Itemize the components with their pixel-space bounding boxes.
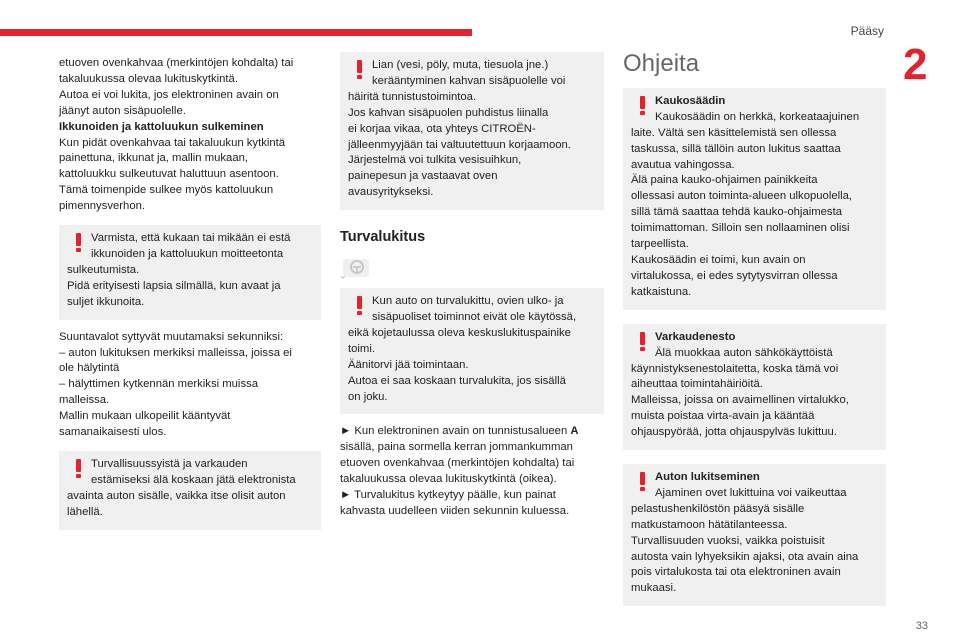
warning-title: Kaukosäädin (655, 94, 726, 107)
warning-line: pois virtalukosta tai ota elektroninen avain (631, 566, 841, 579)
warning-line: Äänitorvi jää toimintaan. (348, 358, 469, 371)
instruction-text: ► Kun elektroninen avain on tunnistusalueen (340, 425, 571, 438)
section-title: Pääsy (850, 24, 884, 38)
text-line: kahvasta uudelleen viiden sekunnin kuluessa. (340, 504, 570, 517)
exclamation-icon (357, 60, 362, 78)
warning-line: Jos kahvan sisäpuolen puhdistus liinalla (348, 106, 549, 119)
text-line: painettuna, ikkunat ja, mallin mukaan, (59, 152, 249, 165)
text-line: malleissa. (59, 394, 110, 407)
warning-line: Kaukosäädin on herkkä, korkeataajuinen (655, 110, 860, 123)
warning-line: katkaistuna. (631, 285, 692, 298)
warning-line: toimimattoman. Silloin sen nollaaminen olisi (631, 222, 850, 235)
text-line: etuoven ovenkahvaa (merkintöjen kohdalta) tai (340, 457, 575, 470)
warning-line: lähellä. (67, 505, 103, 518)
warning-line: avautua vahingossa. (631, 158, 735, 171)
warning-box (340, 288, 604, 414)
warning-line: toimi. (348, 342, 375, 355)
warning-line: laite. Vältä sen käsittelemistä sen ollessa (631, 126, 837, 139)
zone-label: A (570, 425, 579, 438)
warning-line: Kaukosäädin ei toimi, kun avain on (631, 253, 806, 266)
warning-line: sillä tämä saattaa tehdä kauko-ohjaimesta (631, 206, 842, 219)
warning-line: estämiseksi älä koskaan jätä elektronista (91, 473, 296, 486)
column-3 (623, 52, 886, 616)
text-line: kattoluukku sulkeutuvat haluttuun asentoon. (59, 168, 279, 181)
text-line: etuoven ovenkahvaa (merkintöjen kohdalta) tai (59, 57, 294, 69)
warning-line: avainta auton sisälle, vaikka itse olisit auton (67, 489, 286, 502)
exclamation-icon (76, 459, 81, 477)
text-line: jäänyt auton sisäpuolelle. (59, 104, 186, 117)
text-line: Kun pidät ovenkahvaa tai takaluukun kytkintä (59, 136, 286, 149)
column-2 (340, 52, 604, 520)
warning-line: Turvallisuuden vuoksi, vaikka poistuisit (631, 534, 825, 547)
warning-title: Varkaudenesto (655, 330, 736, 343)
warning-title: Auton lukitseminen (655, 471, 760, 484)
warning-line: Järjestelmä voi tulkita vesisuihkun, (348, 154, 522, 167)
text-line: samanaikaisesti ulos. (59, 426, 167, 439)
section-heading: Turvalukitus (340, 229, 426, 246)
text-line: ► Turvalukitus kytkeytyy päälle, kun painat (340, 489, 556, 502)
column-1 (59, 56, 321, 540)
warning-line: häiritä tunnistustoimintoa. (348, 90, 477, 103)
warning-line: Turvallisuussyistä ja varkauden (91, 457, 248, 470)
warning-line: pelastushenkilöstön pääsyä sisälle (631, 502, 805, 515)
warning-line: matkustamoon hätätilanteessa. (631, 518, 788, 531)
warning-box (340, 52, 604, 210)
warning-line: sulkeutumista. (67, 263, 140, 276)
warning-line: avausyritykseksi. (348, 186, 434, 199)
warning-line: Pidä erityisesti lapsia silmällä, kun avaat ja (67, 279, 281, 292)
warning-line: Älä muokkaa auton sähkökäyttöistä (655, 346, 833, 359)
exclamation-icon (640, 96, 645, 114)
warning-line: Lian (vesi, pöly, muta, tiesuola jne.) (372, 59, 549, 71)
text-line: – auton lukituksen merkiksi malleissa, joissa ei (59, 346, 292, 359)
warning-line: Kun auto on turvalukittu, ovien ulko- ja (372, 295, 564, 308)
warning-line: Ajaminen ovet lukittuina voi vaikeuttaa (655, 486, 847, 499)
warning-line: käynnistyksenestolaitetta, koska tämä voi (631, 362, 839, 375)
text-line: – hälyttimen kytkennän merkiksi muissa (59, 378, 259, 391)
warning-line: ikkunoiden ja kattoluukun moitteetonta (91, 247, 284, 260)
warning-box (623, 88, 886, 310)
warning-line: tarpeellista. (631, 238, 689, 251)
warning-line: eikä kojetaulussa oleva keskuslukituspainike (348, 326, 571, 339)
text-line: Tämä toimenpide sulkee myös kattoluukun (59, 184, 274, 197)
exclamation-icon (640, 472, 645, 490)
instruction-line (340, 424, 604, 440)
text-line: takaluukussa olevaa lukituskytkintä (oikea). (340, 473, 557, 486)
warning-line: jälleenmyyjään tai valtuutettuun korjaamoon. (348, 138, 571, 151)
warning-box (59, 225, 321, 320)
warning-line: sisäpuoliset toiminnot eivät ole käytössä, (372, 310, 577, 323)
text-line: Autoa ei voi lukita, jos elektroninen avain on (59, 88, 279, 101)
warning-line: virtalukossa, ei edes sytytysvirran ollessa (631, 269, 838, 282)
text-line: pimennysverhon. (59, 200, 146, 213)
exclamation-icon (76, 233, 81, 251)
warning-line: Älä paina kauko-ohjaimen painikkeita (631, 174, 818, 187)
warning-box (59, 451, 321, 530)
top-accent-bar (0, 29, 472, 36)
text-line: Suuntavalot syttyvät muutamaksi sekunniksi: (59, 330, 284, 343)
warning-line: Autoa ei saa koskaan turvalukita, jos sisällä (348, 374, 566, 387)
warning-line: Malleissa, joissa on avaimellinen virtalukko, (631, 394, 849, 407)
warning-box (623, 464, 886, 606)
warning-line: mukaasi. (631, 582, 677, 595)
deadlock-icon (340, 256, 370, 280)
warning-line: autosta vain lyhyeksikin ajaksi, ota avain aina (631, 550, 859, 563)
warning-line: muista poistaa virta-avain ja kääntää (631, 410, 815, 423)
warning-line: suljet ikkunoita. (67, 295, 145, 308)
warning-box (623, 324, 886, 450)
warning-line: aiheuttaa toimintahäiriöitä. (631, 378, 763, 391)
warning-line: ollessasi auton toiminta-alueen ulkopuolella, (631, 190, 853, 203)
warning-line: kerääntyminen kahvan sisäpuolelle voi (372, 74, 566, 87)
exclamation-icon (357, 296, 362, 314)
warning-line: taskussa, sillä tällöin auton lukitus saattaa (631, 142, 841, 155)
exclamation-icon (640, 332, 645, 350)
text-line: ole hälytintä (59, 362, 120, 375)
warning-line: ei korjaa vikaa, ota yhteys CITROËN- (348, 122, 536, 135)
subheading: Ikkunoiden ja kattoluukun sulkeminen (59, 120, 264, 133)
section-heading: Ohjeita (623, 50, 700, 77)
text-line: Mallin mukaan ulkopeilit kääntyvät (59, 410, 231, 423)
warning-line: ohjauspyörää, jotta ohjauspylväs lukittuu. (631, 426, 837, 439)
chapter-number: 2 (903, 40, 928, 89)
text-line: sisällä, paina sormella kerran jommankumman (340, 441, 573, 454)
warning-line: on joku. (348, 390, 388, 403)
warning-line: painepesun ja vastaavat oven (348, 170, 498, 183)
page-number: 33 (915, 620, 928, 632)
text-line: takaluukussa olevaa lukituskytkintä. (59, 72, 238, 85)
warning-line: Varmista, että kukaan tai mikään ei estä (91, 232, 291, 245)
